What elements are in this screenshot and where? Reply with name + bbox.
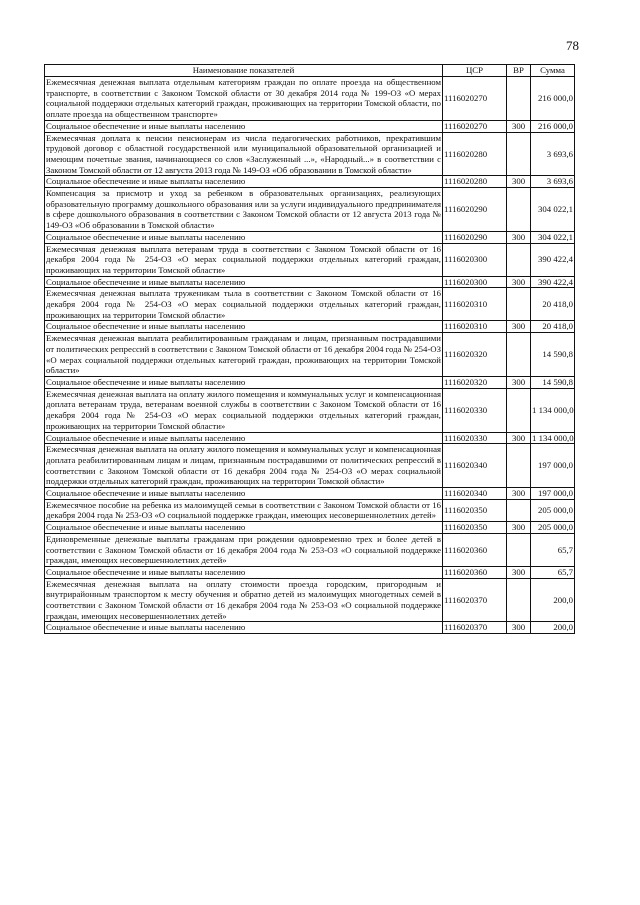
table-row — [45, 120, 575, 132]
table-row — [45, 77, 575, 121]
table-row — [45, 578, 575, 622]
cell-vr — [507, 388, 531, 432]
cell-sum: 65,7 — [531, 533, 575, 566]
cell-sum: 390 422,4 — [531, 243, 575, 276]
cell-vr: 300 — [507, 176, 531, 188]
cell-csr: 1116020310 — [443, 321, 507, 333]
table-row — [45, 444, 575, 488]
cell-sum: 14 590,8 — [531, 333, 575, 377]
cell-name: Ежемесячное пособие на ребенка из малоимущей семьи в соответствии с Законом Томской области от 16 декабря 2004 года № 253-ОЗ «О социальной поддержке граждан, имеющих несовершеннолетних детей» — [46, 499, 441, 521]
table-row — [45, 566, 575, 578]
cell-sum: 304 022,1 — [531, 231, 575, 243]
cell-csr: 1116020290 — [443, 231, 507, 243]
column-header-csr: ЦСР — [443, 65, 507, 77]
table-row — [45, 499, 575, 521]
cell-csr: 1116020330 — [443, 388, 507, 432]
cell-name: Социальное обеспечение и иные выплаты населению — [45, 622, 443, 634]
column-header-vr: ВР — [507, 65, 531, 77]
cell-name: Социальное обеспечение и иные выплаты населению — [45, 120, 443, 132]
table-row — [45, 176, 575, 188]
cell-vr — [507, 132, 531, 176]
cell-csr: 1116020350 — [443, 499, 507, 521]
cell-sum: 200,0 — [531, 578, 575, 622]
cell-name: Социальное обеспечение и иные выплаты населению — [45, 276, 443, 288]
table-row — [45, 533, 575, 566]
cell-vr: 300 — [507, 231, 531, 243]
cell-name: Социальное обеспечение и иные выплаты населению — [45, 522, 443, 534]
page-number: 78 — [566, 38, 579, 53]
cell-name: Социальное обеспечение и иные выплаты населению — [45, 566, 443, 578]
cell-vr: 300 — [507, 120, 531, 132]
cell-vr: 300 — [507, 321, 531, 333]
cell-csr: 1116020300 — [443, 276, 507, 288]
table-row — [45, 522, 575, 534]
table-row — [45, 321, 575, 333]
cell-sum: 205 000,0 — [531, 522, 575, 534]
cell-vr: 300 — [507, 276, 531, 288]
table-row — [45, 488, 575, 500]
cell-vr — [507, 77, 531, 121]
cell-sum: 200,0 — [531, 622, 575, 634]
cell-vr — [507, 499, 531, 521]
cell-vr — [507, 444, 531, 488]
cell-csr: 1116020370 — [443, 622, 507, 634]
cell-vr — [507, 188, 531, 232]
cell-sum: 3 693,6 — [531, 176, 575, 188]
cell-csr: 1116020310 — [443, 288, 507, 321]
cell-name: Единовременные денежные выплаты гражданам при рождении одновременно трех и более детей в соответствии с Законом Томской области от 16 декабря 2004 года № 253-ОЗ «О социальной поддержке граждан, имеющих несовершеннолетних детей» — [46, 533, 441, 566]
cell-vr — [507, 333, 531, 377]
cell-csr: 1116020270 — [443, 77, 507, 121]
table-row — [45, 231, 575, 243]
cell-csr: 1116020300 — [443, 243, 507, 276]
table-row — [45, 288, 575, 321]
cell-sum: 216 000,0 — [531, 120, 575, 132]
table-row — [45, 388, 575, 432]
cell-vr: 300 — [507, 566, 531, 578]
table-row — [45, 132, 575, 176]
cell-name: Ежемесячная денежная выплата на оплату стоимости проезда городским, пригородным и внутрирайонным транспортом к месту обучения и обратно детей из малоимущих многодетных семей в соответствии с Законом Томской области от 16 декабря 2004 года № 253-ОЗ «О социальной поддержке граждан, имеющих несовершеннолетних детей» — [46, 578, 441, 621]
cell-name: Социальное обеспечение и иные выплаты населению — [45, 376, 443, 388]
cell-csr: 1116020270 — [443, 120, 507, 132]
cell-name: Ежемесячная денежная выплата отдельным категориям граждан по оплате проезда на общественном транспорте, в соответствии с Законом Томской области от 30 декабря 2014 года № 199-ОЗ «О мерах социальной поддержки отдельных категорий граждан, проживающих на территории Томской области, по оплате проезда на общественном транспорте» — [46, 77, 441, 120]
cell-sum: 390 422,4 — [531, 276, 575, 288]
cell-csr: 1116020330 — [443, 432, 507, 444]
cell-sum: 3 693,6 — [531, 132, 575, 176]
cell-name: Ежемесячная денежная выплата реабилитированным гражданам и лицам, признанным пострадавшими от политических репрессий в соответствии с Законом Томской области от 16 декабря 2004 года № 254-ОЗ «О мерах социальной поддержки отдельных категорий граждан, проживающих на территории Томской области» — [46, 333, 441, 376]
cell-csr: 1116020360 — [443, 533, 507, 566]
cell-sum: 14 590,8 — [531, 376, 575, 388]
cell-vr: 300 — [507, 376, 531, 388]
cell-csr: 1116020340 — [443, 444, 507, 488]
table-row — [45, 622, 575, 634]
column-header-name: Наименование показателей — [45, 65, 443, 77]
column-header-sum: Сумма — [531, 65, 575, 77]
cell-csr: 1116020320 — [443, 376, 507, 388]
cell-vr — [507, 243, 531, 276]
cell-csr: 1116020320 — [443, 333, 507, 377]
cell-vr — [507, 533, 531, 566]
cell-name: Социальное обеспечение и иные выплаты населению — [45, 321, 443, 333]
cell-name: Социальное обеспечение и иные выплаты населению — [45, 176, 443, 188]
cell-name: Ежемесячная доплата к пенсии пенсионерам из числа педагогических работников, прекратившим трудовой договор с областной государственной или муниципальной образовательной организацией и имеющим почетные звания, начинающиеся со слов «Заслуженный ...», «Народный...» в соответствии с Законом Томской области от 12 августа 2013 года № 149-ОЗ «Об образовании в Томской области» — [46, 132, 441, 175]
cell-name: Социальное обеспечение и иные выплаты населению — [45, 432, 443, 444]
cell-csr: 1116020290 — [443, 188, 507, 232]
cell-vr: 300 — [507, 432, 531, 444]
cell-sum: 197 000,0 — [531, 444, 575, 488]
cell-vr: 300 — [507, 522, 531, 534]
table-header-row — [45, 65, 575, 77]
cell-sum: 1 134 000,0 — [532, 432, 574, 443]
cell-csr: 1116020280 — [443, 176, 507, 188]
cell-vr — [507, 578, 531, 622]
table-row — [45, 188, 575, 232]
cell-name: Ежемесячная денежная выплата на оплату жилого помещения и коммунальных услуг и компенсационная доплата реабилитированным лицам и лицам, признанным пострадавшими от политических репрессий в соответствии с Законом Томской области от 16 декабря 2004 года № 254-ОЗ «О мерах социальной поддержки отдельных категорий граждан, проживающих на территории Томской области» — [46, 444, 441, 487]
cell-sum: 65,7 — [531, 566, 575, 578]
budget-table — [44, 64, 575, 634]
cell-sum: 1 134 000,0 — [531, 388, 575, 432]
cell-csr: 1116020340 — [443, 488, 507, 500]
cell-name: Социальное обеспечение и иные выплаты населению — [45, 231, 443, 243]
cell-vr: 300 — [507, 622, 531, 634]
cell-name: Ежемесячная денежная выплата на оплату жилого помещения и коммунальных услуг и компенсационная доплата ветеранам труда, ветеранам военной службы в соответствии с Законом Томской области от 16 декабря 2004 года № 254-ОЗ «О мерах социальной поддержки отдельных категорий граждан, проживающих на территории Томской области» — [46, 388, 441, 431]
table-row — [45, 376, 575, 388]
cell-csr: 1116020370 — [443, 578, 507, 622]
cell-vr — [507, 288, 531, 321]
cell-vr: 300 — [507, 488, 531, 500]
cell-name: Ежемесячная денежная выплата ветеранам труда в соответствии с Законом Томской области от 16 декабря 2004 года № 254-ОЗ «О мерах социальной поддержки отдельных категорий граждан, проживающих на территории Томской области» — [46, 243, 441, 275]
cell-sum: 20 418,0 — [531, 321, 575, 333]
cell-name: Компенсация за присмотр и уход за ребенком в образовательных организациях, реализующих образовательную программу дошкольного образования или за услуги индивидуального предпринимателя в сфере дошкольного образования в соответствии с Законом Томской области от 12 августа 2013 года № 149-ОЗ «Об образовании в Томской области» — [46, 188, 441, 231]
cell-sum: 216 000,0 — [531, 77, 575, 121]
cell-csr: 1116020280 — [443, 132, 507, 176]
cell-csr: 1116020350 — [443, 522, 507, 534]
cell-sum: 20 418,0 — [531, 288, 575, 321]
cell-sum: 304 022,1 — [531, 188, 575, 232]
table-row — [45, 432, 575, 444]
table-row — [45, 243, 575, 276]
cell-name: Социальное обеспечение и иные выплаты населению — [45, 488, 443, 500]
table-row — [45, 333, 575, 377]
table-body — [45, 77, 575, 634]
cell-csr: 1116020360 — [443, 566, 507, 578]
cell-sum: 197 000,0 — [531, 488, 575, 500]
cell-sum: 205 000,0 — [531, 499, 575, 521]
table-row — [45, 276, 575, 288]
cell-name: Ежемесячная денежная выплата труженикам тыла в соответствии с Законом Томской области от 16 декабря 2004 года № 254-ОЗ «О мерах социальной поддержки отдельных категорий граждан, проживающих на территории Томской области» — [46, 288, 441, 320]
